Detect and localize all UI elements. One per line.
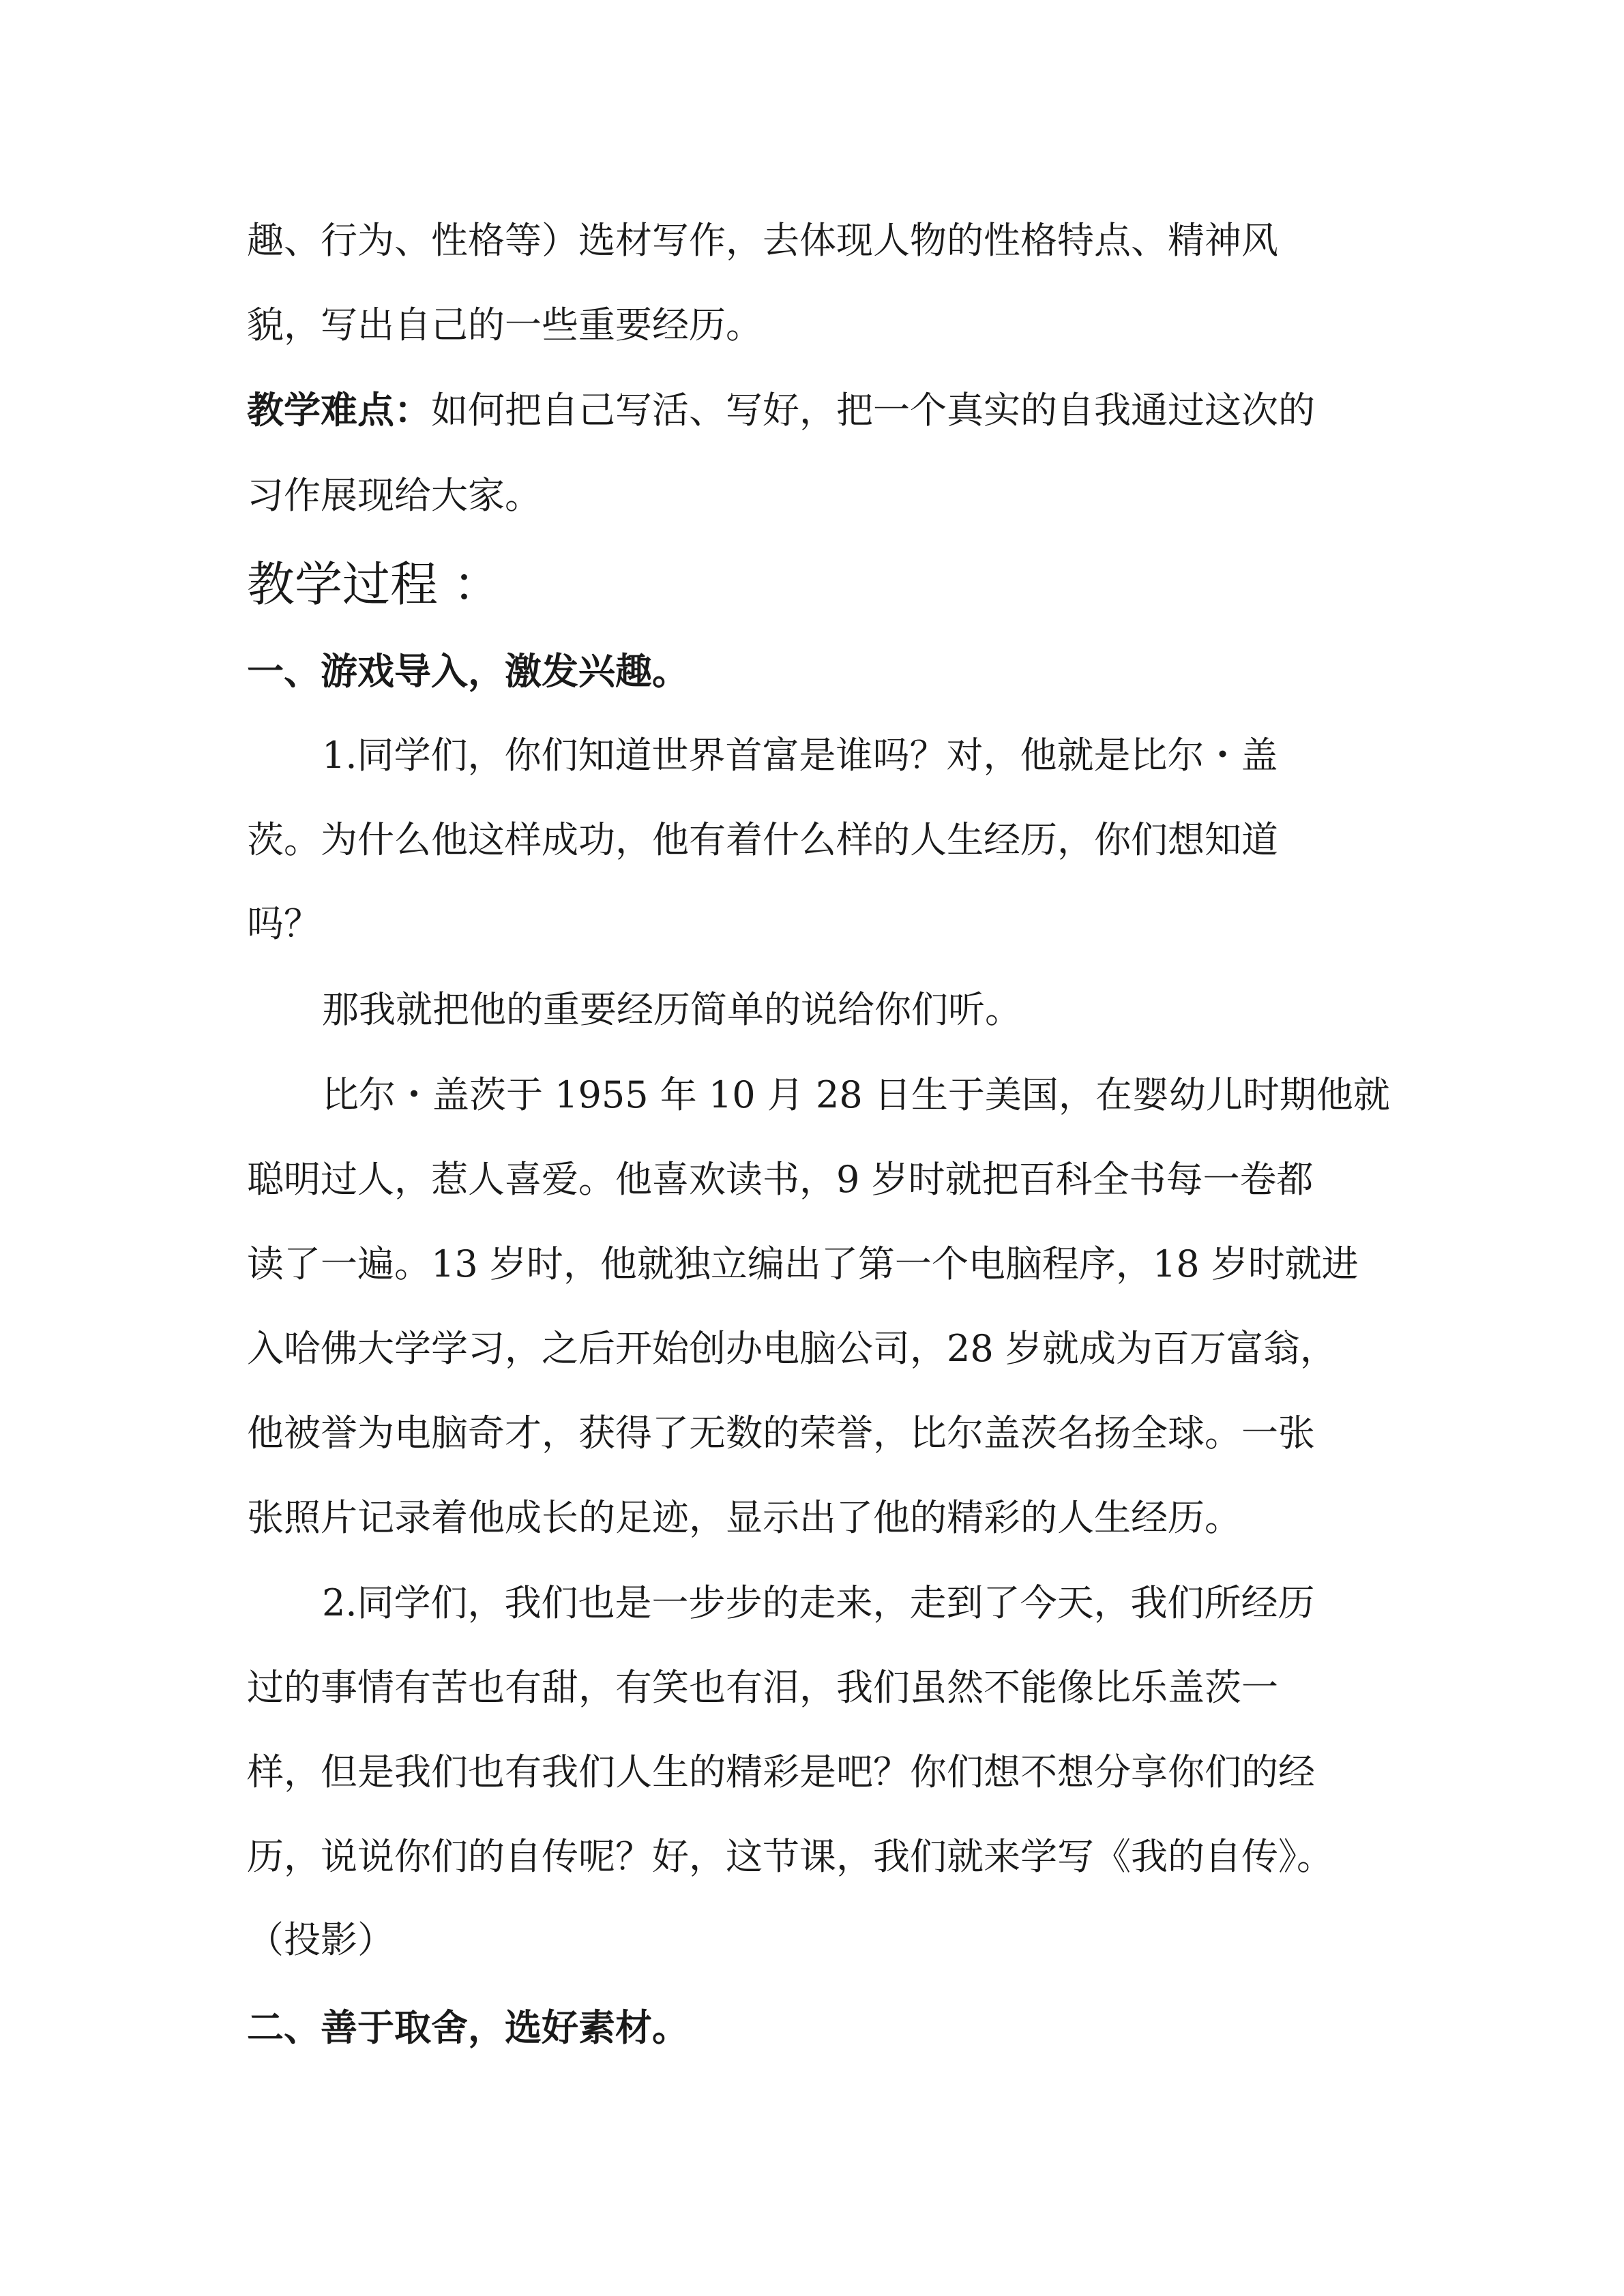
paragraph-line: 他被誉为电脑奇才，获得了无数的荣誉，比尔盖茨名扬全球。一张	[247, 1412, 1315, 1455]
paragraph-line: 过的事情有苦也有甜，有笑也有泪，我们虽然不能像比乐盖茨一	[247, 1666, 1278, 1709]
text-line: 习作展现给大家。	[247, 474, 542, 517]
paragraph-line: 历，说说你们的自传呢？好，这节课，我们就来学写《我的自传》。	[247, 1835, 1333, 1878]
paragraph-line: 读了一遍。13 岁时，他就独立编出了第一个电脑程序，18 岁时就进	[247, 1242, 1359, 1285]
paragraph-line: 张照片记录着他成长的足迹，显示出了他的精彩的人生经历。	[247, 1496, 1241, 1539]
section-heading-1: 一、游戏导入，激发兴趣。	[247, 650, 689, 693]
teaching-difficulty-label: 教学难点：	[247, 389, 431, 432]
paragraph-line: 样，但是我们也有我们人生的精彩是吧？你们想不想分享你们的经	[247, 1750, 1315, 1793]
paragraph-line: 那我就把他的重要经历简单的说给你们听。	[322, 988, 1022, 1031]
text-line: 趣、行为、性格等）选材写作，去体现人物的性格特点、精神风	[247, 219, 1278, 262]
paragraph-line: 入哈佛大学学习，之后开始创办电脑公司，28 岁就成为百万富翁，	[247, 1327, 1337, 1370]
section-heading-2: 二、善于取舍，选好素材。	[247, 2006, 689, 2049]
paragraph-line: （投影）	[247, 1918, 394, 1961]
paragraph-line: 1.同学们，你们知道世界首富是谁吗？对，他就是比尔・盖	[322, 734, 1278, 777]
paragraph-line: 2.同学们，我们也是一步步的走来，走到了今天，我们所经历	[322, 1581, 1315, 1624]
text-line: 貌，写出自己的一些重要经历。	[247, 303, 763, 346]
paragraph-line: 比尔・盖茨于 1955 年 10 月 28 日生于美国，在婴幼儿时期他就	[322, 1073, 1390, 1116]
section-heading-teaching-process: 教学过程 ：	[247, 556, 501, 612]
paragraph-line: 聪明过人，惹人喜爱。他喜欢读书，9 岁时就把百科全书每一卷都	[247, 1158, 1314, 1201]
teaching-difficulty-paragraph	[247, 387, 1315, 434]
teaching-difficulty-text: 如何把自己写活、写好，把一个真实的自我通过这次的	[431, 389, 1315, 432]
paragraph-line: 吗？	[247, 902, 321, 945]
paragraph-line: 茨。为什么他这样成功，他有着什么样的人生经历，你们想知道	[247, 818, 1278, 861]
